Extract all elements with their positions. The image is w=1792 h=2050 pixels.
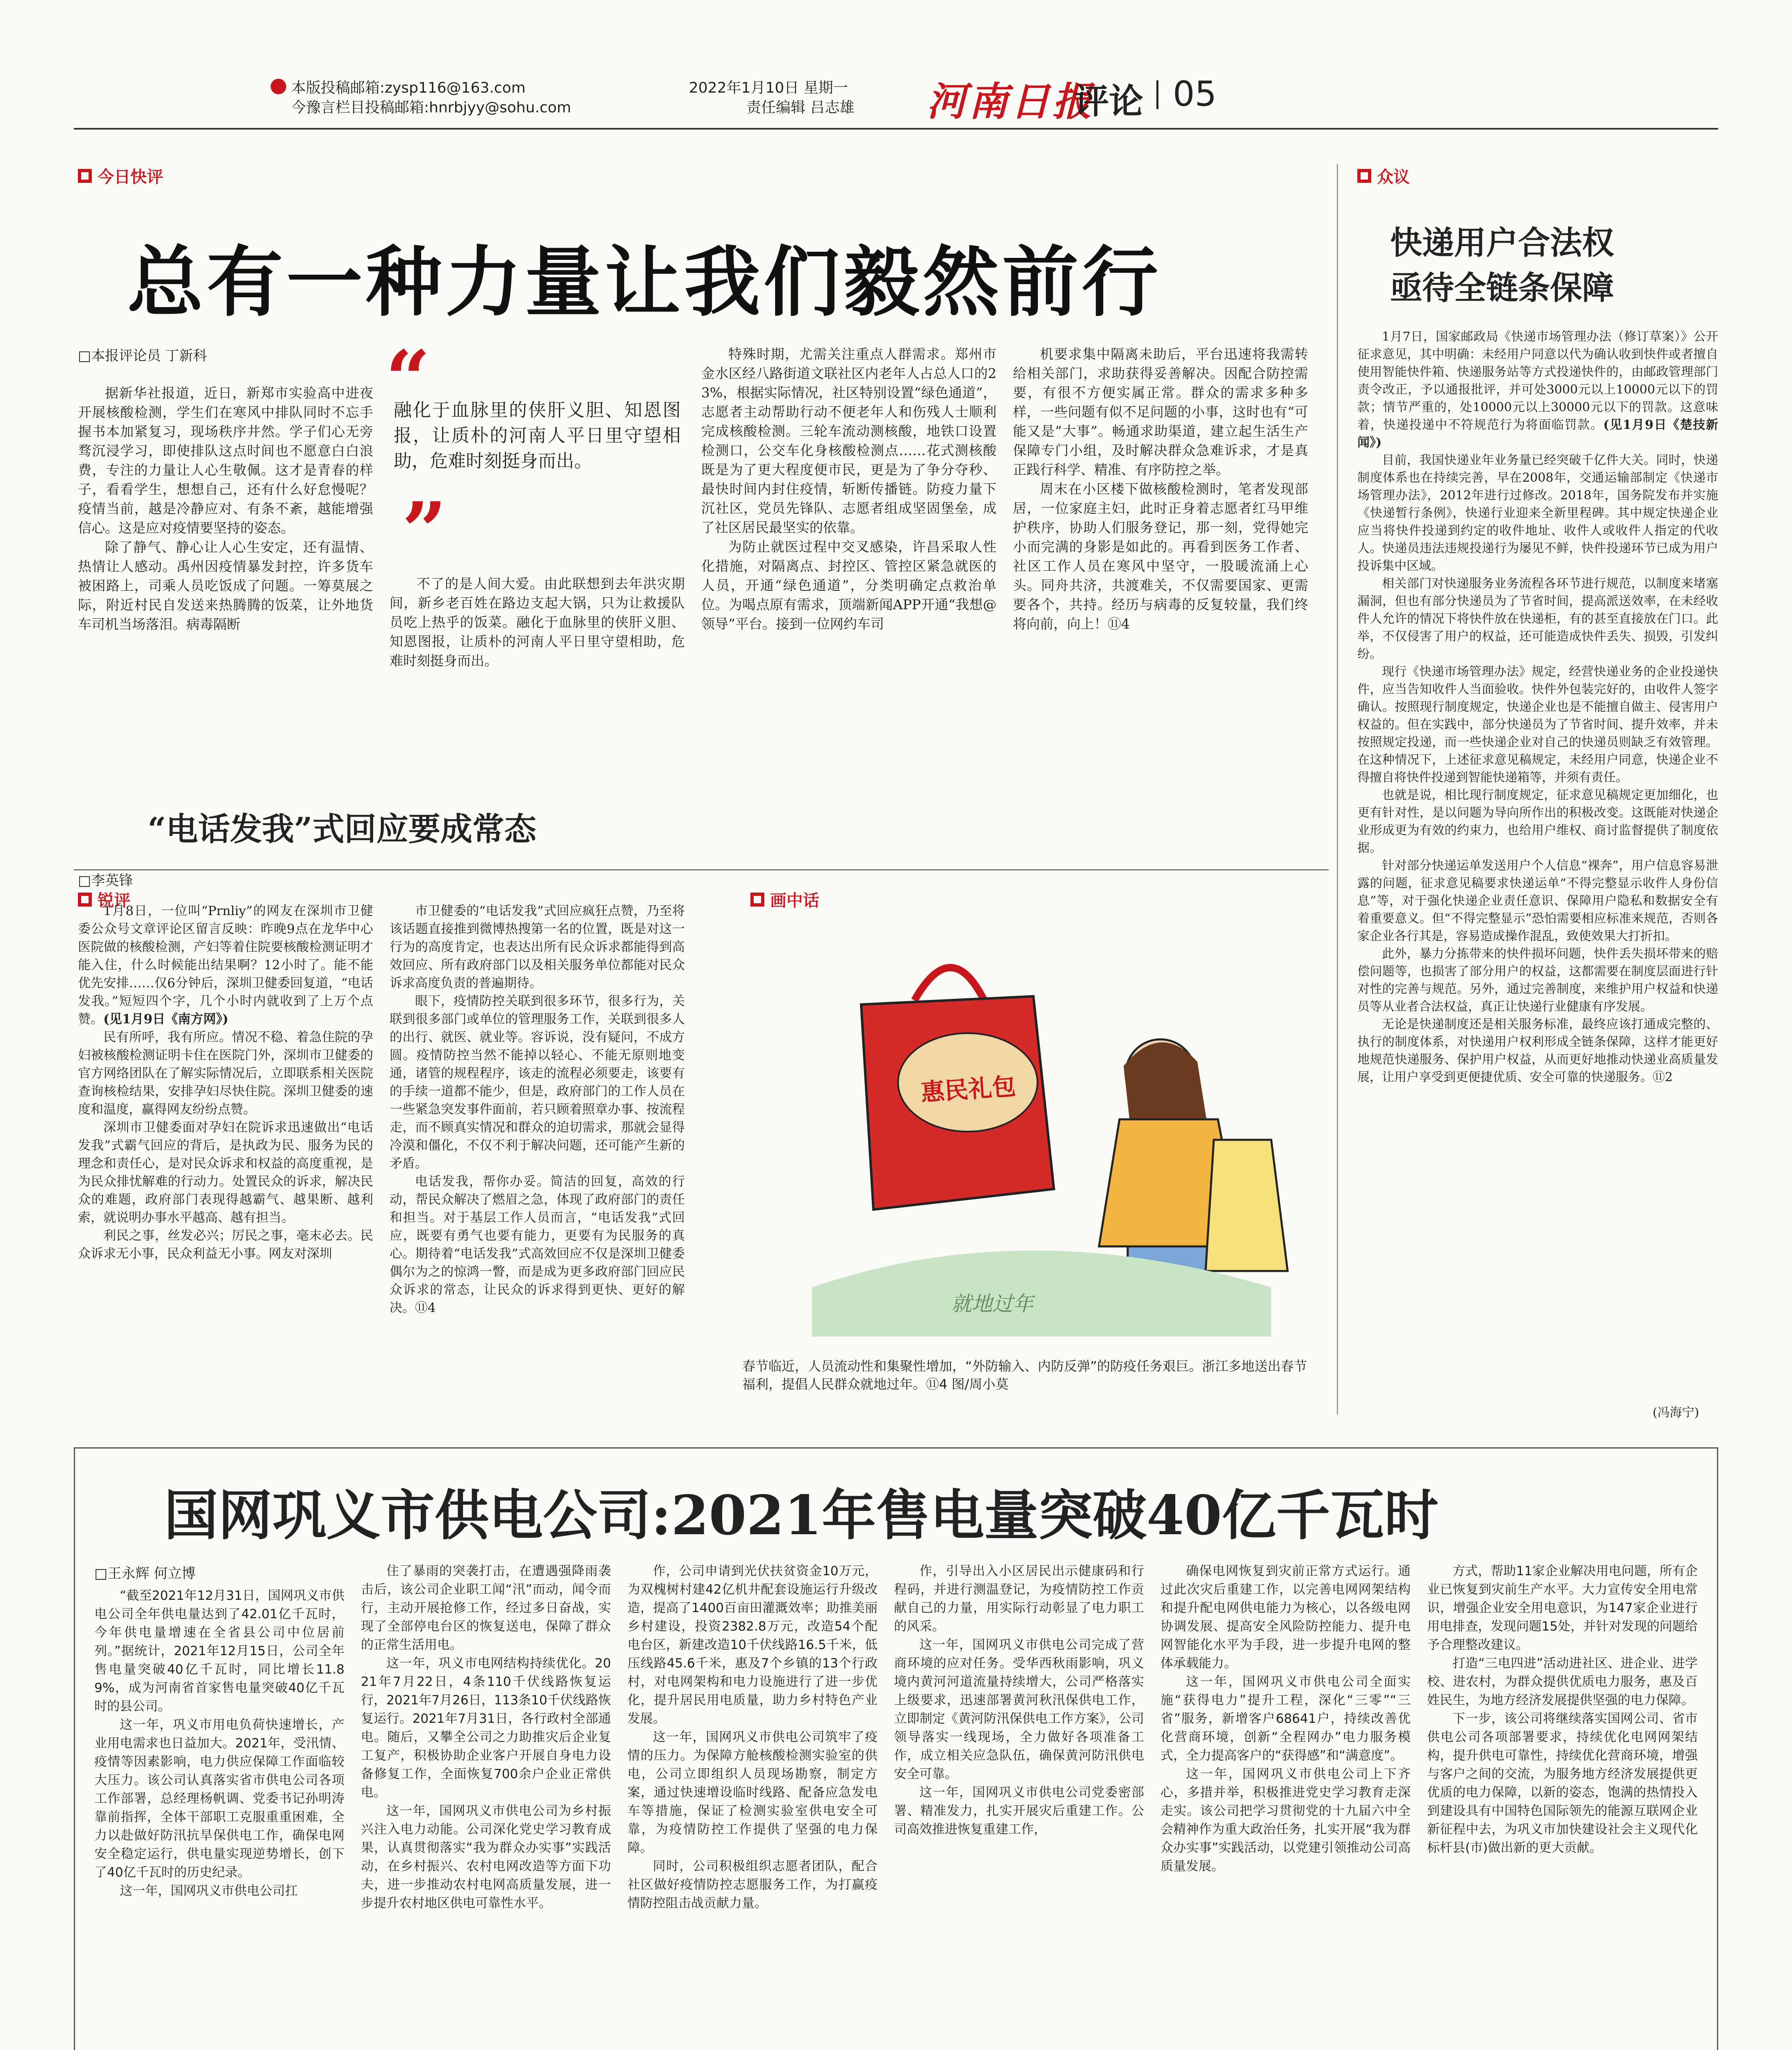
feature-col-4: 作，引导出入小区居民出示健康码和行程码，并进行测温登记，为疫情防控工作贡献自己的力量，用实际行动彰显了电力职工的风采。 这一年，国网巩义市供电公司完成了营商环境的应对任务。受华西秋雨影响，巩义境内黄河河道流量持续增大，公司严格落实上级要求，迅速部署黄河秋汛保供电工作，立即制定《黄河防汛保供电工作方案》，公司领导落实一线现场，全力做好各项准备工作，成立相关应急队伍，确保黄河防汛供电安全可靠。 这一年，国网巩义市供电公司党委密部署、精准发力，扎实开展灾后重建工作。公司高效推进恢复重建工作，: [894, 1564, 1144, 1837]
feature-col-3: 作，公司申请到光伏扶贫资金10万元，为双槐树村建42亿机井配套设施运行升级改造，提高了1400百亩田灌溉效率；助推美丽乡村建设，投资2382.8万元，改造54个配电台区，新建改造10千伏线路16.5千米，低压线路45.6千米，惠及7个乡镇的13个行政村，对电网架构和电力设施进行了进一步优化，提升居民用电质量，助力乡村特色产业发展。 这一年，国网巩义市供电公司筑牢了疫情的压力。为保障方舱核酸检测实验室的供电，公司立即组织人员现场勘察，制定方案，通过快速增设临时线路、配备应急发电车等措施，保证了检测实验室供电安全可靠，为疫情防控工作提供了坚强的电力保障。 同时，公司积极组织志愿者团队，配合社区做好疫情防控志愿服务工作，为打赢疫情防控阻击战贡献力量。: [627, 1564, 878, 1911]
section-square-icon: [750, 893, 764, 907]
lead-col-2: 不了的是人间大爱。由此联想到去年洪灾期间，新乡老百姓在路边支起大锅，只为让救援队员吃上热乎的饭菜。融化于血脉里的侠肝义胆、知恩图报，让质朴的河南人平日里守望相助，危难时刻挺身而出。: [390, 576, 685, 669]
pull-quote-box: [385, 333, 685, 576]
open-quote-icon: “: [385, 333, 431, 425]
cartoon-section-tag: 画中话: [750, 888, 819, 911]
side-headline-2: 亟待全链条保障: [1390, 269, 1614, 307]
pull-quote-text: 融化于血脉里的侠肝义胆、知恩图报，让质朴的河南人平日里守望相助，危难时刻挺身而出。: [394, 400, 681, 472]
contact-email-2: 今豫言栏目投稿邮箱:hnrbjyy@sohu.com: [291, 99, 571, 116]
feature-col-2: 住了暴雨的突袭打击，在遭遇强降雨袭击后，该公司企业职工闻“汛”而动，闻令而行，主动开展抢修工作，经过多日奋战，实现了全部停电台区的恢复送电，保障了群众的正常生活用电。 这一年，巩义市电网结构持续优化。2021年7月22日，4条110千伏线路恢复运行，2021年7月26日，113条10千伏线路恢复运行。2021年7月31日，各行政村全部通电。随后，又攀全公司之力助推灾后企业复工复产，积极协助企业客户开展自身电力设备修复工作，全面恢复700余户企业正常供电。 这一年，国网巩义市供电公司为乡村振兴注入电力动能。公司深化党史学习教育成果，认真贯彻落实“我为群众办实事”实践活动，在乡村振兴、农村电网改造等方面下功夫，进一步推动农村电网高质量发展，进一步提升农村地区供电可靠性水平。: [361, 1564, 611, 1911]
lead-col-3: 特殊时期，尤需关注重点人群需求。郑州市金水区经八路街道文联社区内老年人占总人口的23%，根据实际情况，社区特别设置“绿色通道”，志愿者主动帮助行动不便老年人和伤残人士顺利完成核酸检测。三轮车流动测核酸，地铁口设置检测口，公交车化身核酸检测点……花式测核酸既是为了更大程度便市民，更是为了争分夺秒、最快时间内封住疫情，斩断传播链。防疫力量下沉社区，党员先锋队、志愿者组成坚固堡垒，成了社区居民最坚实的依靠。 为防止就医过程中交叉感染，许昌采取人性化措施，对隔离点、封控区、管控区紧急就医的人员，开通“绿色通道”，分类明确定点救治单位。为喝点原有需求，顶端新闻APP开通“我想@领导”平台。接到一位网约车司: [701, 346, 996, 632]
side-author: (冯海宁): [1653, 1405, 1699, 1420]
sharp-source: (见1月9日《南方网》): [103, 1012, 228, 1027]
lead-col-4: 机要求集中隔离未助后，平台迅速将我需转给相关部门，求助获得妥善解决。因配合防控需要，有很不方便实属正常。群众的需求多种多样，一些问题有似不足问题的小事，这时也有“可能又是”大事”。畅通求助渠道，建立起生活生产保障专门小组，及时解决群众急难诉求，才是真正践行科学、精准、有序防控之举。 周末在小区楼下做核酸检测时，笔者发现部居，一位家庭主妇，此时正身着志愿者红马甲维护秩序，协助人们服务登记，那一刻，党得她完小而完满的身影是如此的。再看到医务工作者、社区工作人员在寒风中坚守，一股暖流涌上心头。同舟共济，共渡难关，不仅需要国家、更需要各个，共持。经历与病毒的反复较量，我们终将向前，向上！⑪4: [1013, 346, 1308, 632]
ground-label: 就地过年: [951, 1292, 1033, 1316]
feature-byline: □王永辉 何立博: [94, 1565, 196, 1582]
child-figure: [1206, 1140, 1288, 1271]
side-source: (见1月9日《楚技新闻》): [1357, 418, 1718, 450]
page-number: 05: [1173, 74, 1217, 114]
header-bar: [74, 66, 1718, 127]
paper-name-logo: 河南日报: [927, 78, 1094, 125]
sharp-top-rule: [74, 869, 1329, 870]
date-line: 2022年1月10日 星期一: [689, 80, 848, 96]
section-square-icon: [1357, 169, 1371, 183]
side-headline-1: 快递用户合法权: [1390, 224, 1614, 262]
bag-handle: [914, 968, 984, 1000]
lead-section-tag: 今日快评: [78, 164, 163, 187]
lead-byline: □本报评论员 丁新科: [78, 348, 207, 364]
sharp-col-2: 市卫健委的“电话发我”式回应疯狂点赞，乃至将该话题直接推到微博热搜第一名的位置，既是对这一行为的高度肯定，也表达出所有民众诉求都能得到高效回应、所有政府部门以及相关服务单位都能对民众诉求高度负责的普遍期待。 眼下，疫情防控关联到很多环节，很多行为，关联到很多部门或单位的管理服务工作，关联到很多人的出行、就医、就业等。容诉说，没有疑问，不成方圆。疫情防控当然不能掉以轻心、不能无原则地变通，诸管的规程程序，该走的流程必须要走，该要有的手续一道都不能少，但是，政府部门的工作人员在一些紧急突发事件面前，若只顾着照章办事、按流程走，而不顾真实情况和群众的迫切需求，那就会显得冷漠和僵化，不仅不利于解决问题，还可能产生新的矛盾。 电话发我，帮你办妥。简洁的回复，高效的行动，帮民众解决了燃眉之急，体现了政府部门的责任和担当。对于基层工作人员而言，“电话发我”式回应，既要有勇气也要有能力，更要有为民服务的真心。期待着“电话发我”式高效回应不仅是深圳卫健委偶尔为之的惊鸿一瞥，而是成为更多政府部门回应民众诉求的常态，让民众的诉求得到更快、更好的解决。⑪4: [390, 904, 685, 1315]
sharp-headline-visible: “电话发我”式回应要成常态: [148, 811, 536, 848]
side-divider: [1337, 164, 1338, 1414]
feature-col-5: 确保电网恢复到灾前正常方式运行。通过此次灾后重建工作，以完善电网网架结构和提升配电网供电能力为核心，以各级电网协调发展、提高安全风险防控能力、提升电网智能化水平为手段，进一步提升电网的整体承载能力。 这一年，国网巩义市供电公司全面实施“获得电力”提升工程，深化“三零”“三省”服务，新增客户68641户，持续改善优化营商环境，创新“全程网办”电力服务模式，全力提高客户的“获得感”和“满意度”。 这一年，国网巩义市供电公司上下齐心，多措并举，积极推进党史学习教育走深走实。该公司把学习贯彻党的十九届六中全会精神作为重大政治任务，扎实开展“我为群众办实事”实践活动，以党建引领推动公司高质量发展。: [1160, 1564, 1411, 1874]
section-square-icon: [78, 169, 92, 183]
cartoon-caption: 春节临近，人员流动性和集聚性增加，“外防输入、内防反弹”的防疫任务艰巨。浙江多地送出春节福利，提倡人民群众就地过年。⑪4 图/周小莫: [742, 1358, 1307, 1392]
header-divider: [1156, 80, 1158, 109]
close-quote-icon: ”: [402, 485, 447, 576]
section-name: 评论: [1074, 81, 1144, 121]
sharp-byline: □李英锋: [78, 872, 133, 889]
sharp-col-1: 1月8日，一位叫“Prnliy”的网友在深圳市卫健委公众号文章评论区留言反映：昨晚9点在龙华中心医院做的核酸检测，产妇等着住院要核酸检测证明才能入住，什么时候能出结果啊？12小时了。能不能优先安排……仅6分钟后，深圳卫健委回复道，“电话发我。”短短四个字，几个小时内就收到了上万个点赞。(见1月9日《南方网》) 民有所呼，我有所应。情况不稳、着急住院的孕妇被核酸检测证明卡住在医院门外，深圳市卫健委的官方网络团队在了解实际情况后，立即联系相关医院查询核检结果，安排孕妇尽快住院。深圳卫健委的速度和温度，赢得网友纷纷点赞。 深圳市卫健委面对孕妇在院诉求迅速做出“电话发我”式霸气回应的背后，是执政为民、服务为民的理念和责任心，是对民众诉求和权益的高度重视，是为民众排忧解难的行动力。处置民众的诉求，解决民众的难题，政府部门表现得越霸气、越果断、越利索，就说明办事水平越高、越有担当。 利民之事，丝发必兴；厉民之事，毫末必去。民众诉求无小事，民众利益无小事。网友对深圳: [78, 904, 373, 1261]
mail-icon: [271, 79, 286, 94]
header-rule: [74, 128, 1718, 130]
cartoon-illustration: [738, 927, 1320, 1410]
feature-col-6: 方式，帮助11家企业解决用电问题，所有企业已恢复到灾前生产水平。大力宣传安全用电常识，增强企业安全用电意识，为147家企业进行用电排查，发现问题15处，并针对发现的问题给予合理整改建议。 打造“三电四进”活动进社区、进企业、进学校、进农村，为群众提供优质电力服务，惠及百姓民生，为地方经济发展提供坚强的电力保障。 下一步，该公司将继续落实国网公司、省市供电公司各项部署要求，持续优化电网网架结构，提升供电可靠性，持续优化营商环境，增强与客户之间的交流，为服务地方经济发展提供更优质的电力保障，以新的姿态，饱满的热情投入到建设具有中国特色国际领先的能源互联网企业新征程中去，为巩义市加快建设社会主义现代化标杆县(市)做出新的更大贡献。: [1427, 1564, 1698, 1855]
editor-line: 责任编辑 吕志雄: [746, 99, 855, 116]
feature-col-1: “截至2021年12月31日，国网巩义市供电公司全年供电量达到了42.01亿千瓦时，今年供电量增速在全省县公司中位居前列。”据统计，2021年12月15日，公司全年售电量突破40亿千瓦时，同比增长11.89%，成为河南省首家售电量突破40亿千瓦时的县公司。 这一年，巩义市用电负荷快速增长，产业用电需求也日益加大。2021年，受汛情、疫情等因素影响，电力供应保障工作面临较大压力。该公司认真落实省市供电公司各项工作部署，总经理杨帆调、党委书记孙明涛靠前指挥，全体干部职工克服重重困难，全力以赴做好防汛抗旱保供电工作，确保电网安全稳定运行，供电量实现逆势增长，创下了40亿千瓦时的历史纪录。 这一年，国网巩义市供电公司扛: [94, 1588, 344, 1898]
lead-headline: 总有一种力量让我们毅然前行: [127, 237, 1162, 327]
sharp-section-tag: 锐评: [78, 888, 130, 911]
feature-headline: 国网巩义市供电公司:2021年售电量突破40亿千瓦时: [164, 1484, 1439, 1547]
cartoon-svg: [738, 927, 1320, 1337]
bag-label: 惠民礼包: [920, 1072, 1017, 1107]
side-body: 1月7日，国家邮政局《快递市场管理办法（修订草案）》公开征求意见，其中明确：未经用户同意以代为确认收到快件或者擅自使用智能快件箱、快递服务站等方式投递快件的，由邮政管理部门责令改正，予以通报批评，并可处3000元以上10000元以下的罚款；情节严重的，处10000元以上30000元以下的罚款。这意味着，快递投递中不符规范行为将面临罚款。(见1月9日《楚技新闻》) 目前，我国快递业年业务量已经突破千亿件大关。同时，快递制度体系也在持续完善，早在2008年，交通运输部制定《快递市场管理办法》，2012年进行过修改。2018年，国务院发布并实施《快递暂行条例》，快递行业迎来全新里程碑。其中规定快递企业应当将快件投递到约定的收件地址、收件人或收件人指定的代收人。快递员违法违规投递行为屡见不鲜，快件投递环节已成为用户投诉集中区域。 相关部门对快递服务业务流程各环节进行规范，以制度来堵塞漏洞，但也有部分快递员为了节省时间，提高派送效率，在未经收件人允许的情况下将快件放在快递柜，有的甚至直接放在门口。此举，不仅侵害了用户的权益，还可能造成快件丢失、损毁，引发纠纷。 现行《快递市场管理办法》规定，经营快递业务的企业投递快件，应当告知收件人当面验收。快件外包装完好的，由收件人签字确认。按照现行制度规定，快递企业也是不能擅自做主、侵害用户权益的。但在实践中，部分快递员为了节省时间、提升效率，并未按照规定投递，而一些快递企业对自己的快递员则缺乏有效管理。在这种情况下，上述征求意见稿规定，未经用户同意，快递企业不得擅自将快件投递到智能快递箱等，并须有责任。 也就是说，相比现行制度规定，征求意见稿规定更加细化，也更有针对性，是以问题为导向所作出的积极改变。这既能对快递企业形成更为有效的约束力，也给用户维权、商讨监督提供了制度依据。 针对部分快递运单发送用户个人信息“裸奔”，用户信息容易泄露的问题，征求意见稿要求快递运单“不得完整显示收件人身份信息”等，对于强化快递企业责任意识、保障用户隐私和数据安全有着重要意义。但“不得完整显示”恐怕需要相应标准来规范，否则各家企业各行其是，容易造成操作混乱，致使效果大打折扣。 此外，暴力分拣带来的快件损坏问题，快件丢失损坏带来的赔偿问题等，也损害了部分用户的权益，这都需要在制度层面进行针对性的完善与规范。另外，通过完善制度，来维护用户权益和快递员等从业者合法权益，真正让快递行业健康有序发展。 无论是快递制度还是相关服务标准，最终应该打通成完整的、执行的制度体系，对快递用户权利形成全链条保障，这样才能更好地规范快递服务、保护用户权益，从而更好地推动快递业高质量发展，让用户享受到更便捷优质、安全可靠的快递服务。⑪2: [1357, 330, 1718, 1084]
lead-col-1: 据新华社报道，近日，新郑市实验高中进夜开展核酸检测，学生们在寒风中排队同时不忘手握书本加紧复习，现场秩序井然。学子们心无旁骛沉浸学习，即使排队这点时间也不愿意白白浪费，专注的力量让人心生敬佩。这才是青春的样子，看看学生，想想自己，还有什么好怠慢呢？疫情当前，越是冷静应对、有条不紊，越能增强信心。这是应对疫情要坚持的姿态。 除了静气、静心让人心生安定，还有温情、热情让人感动。禹州因疫情暴发封控，许多货车被困路上，司乘人员吃饭成了问题。一筹莫展之际，附近村民自发送来热腾腾的饭菜，让外地货车司机当场落泪。病毒隔断: [78, 385, 373, 632]
side-section-tag: 众议: [1357, 164, 1410, 187]
contact-email-1: 本版投稿邮箱:zysp116@163.com: [291, 80, 526, 96]
